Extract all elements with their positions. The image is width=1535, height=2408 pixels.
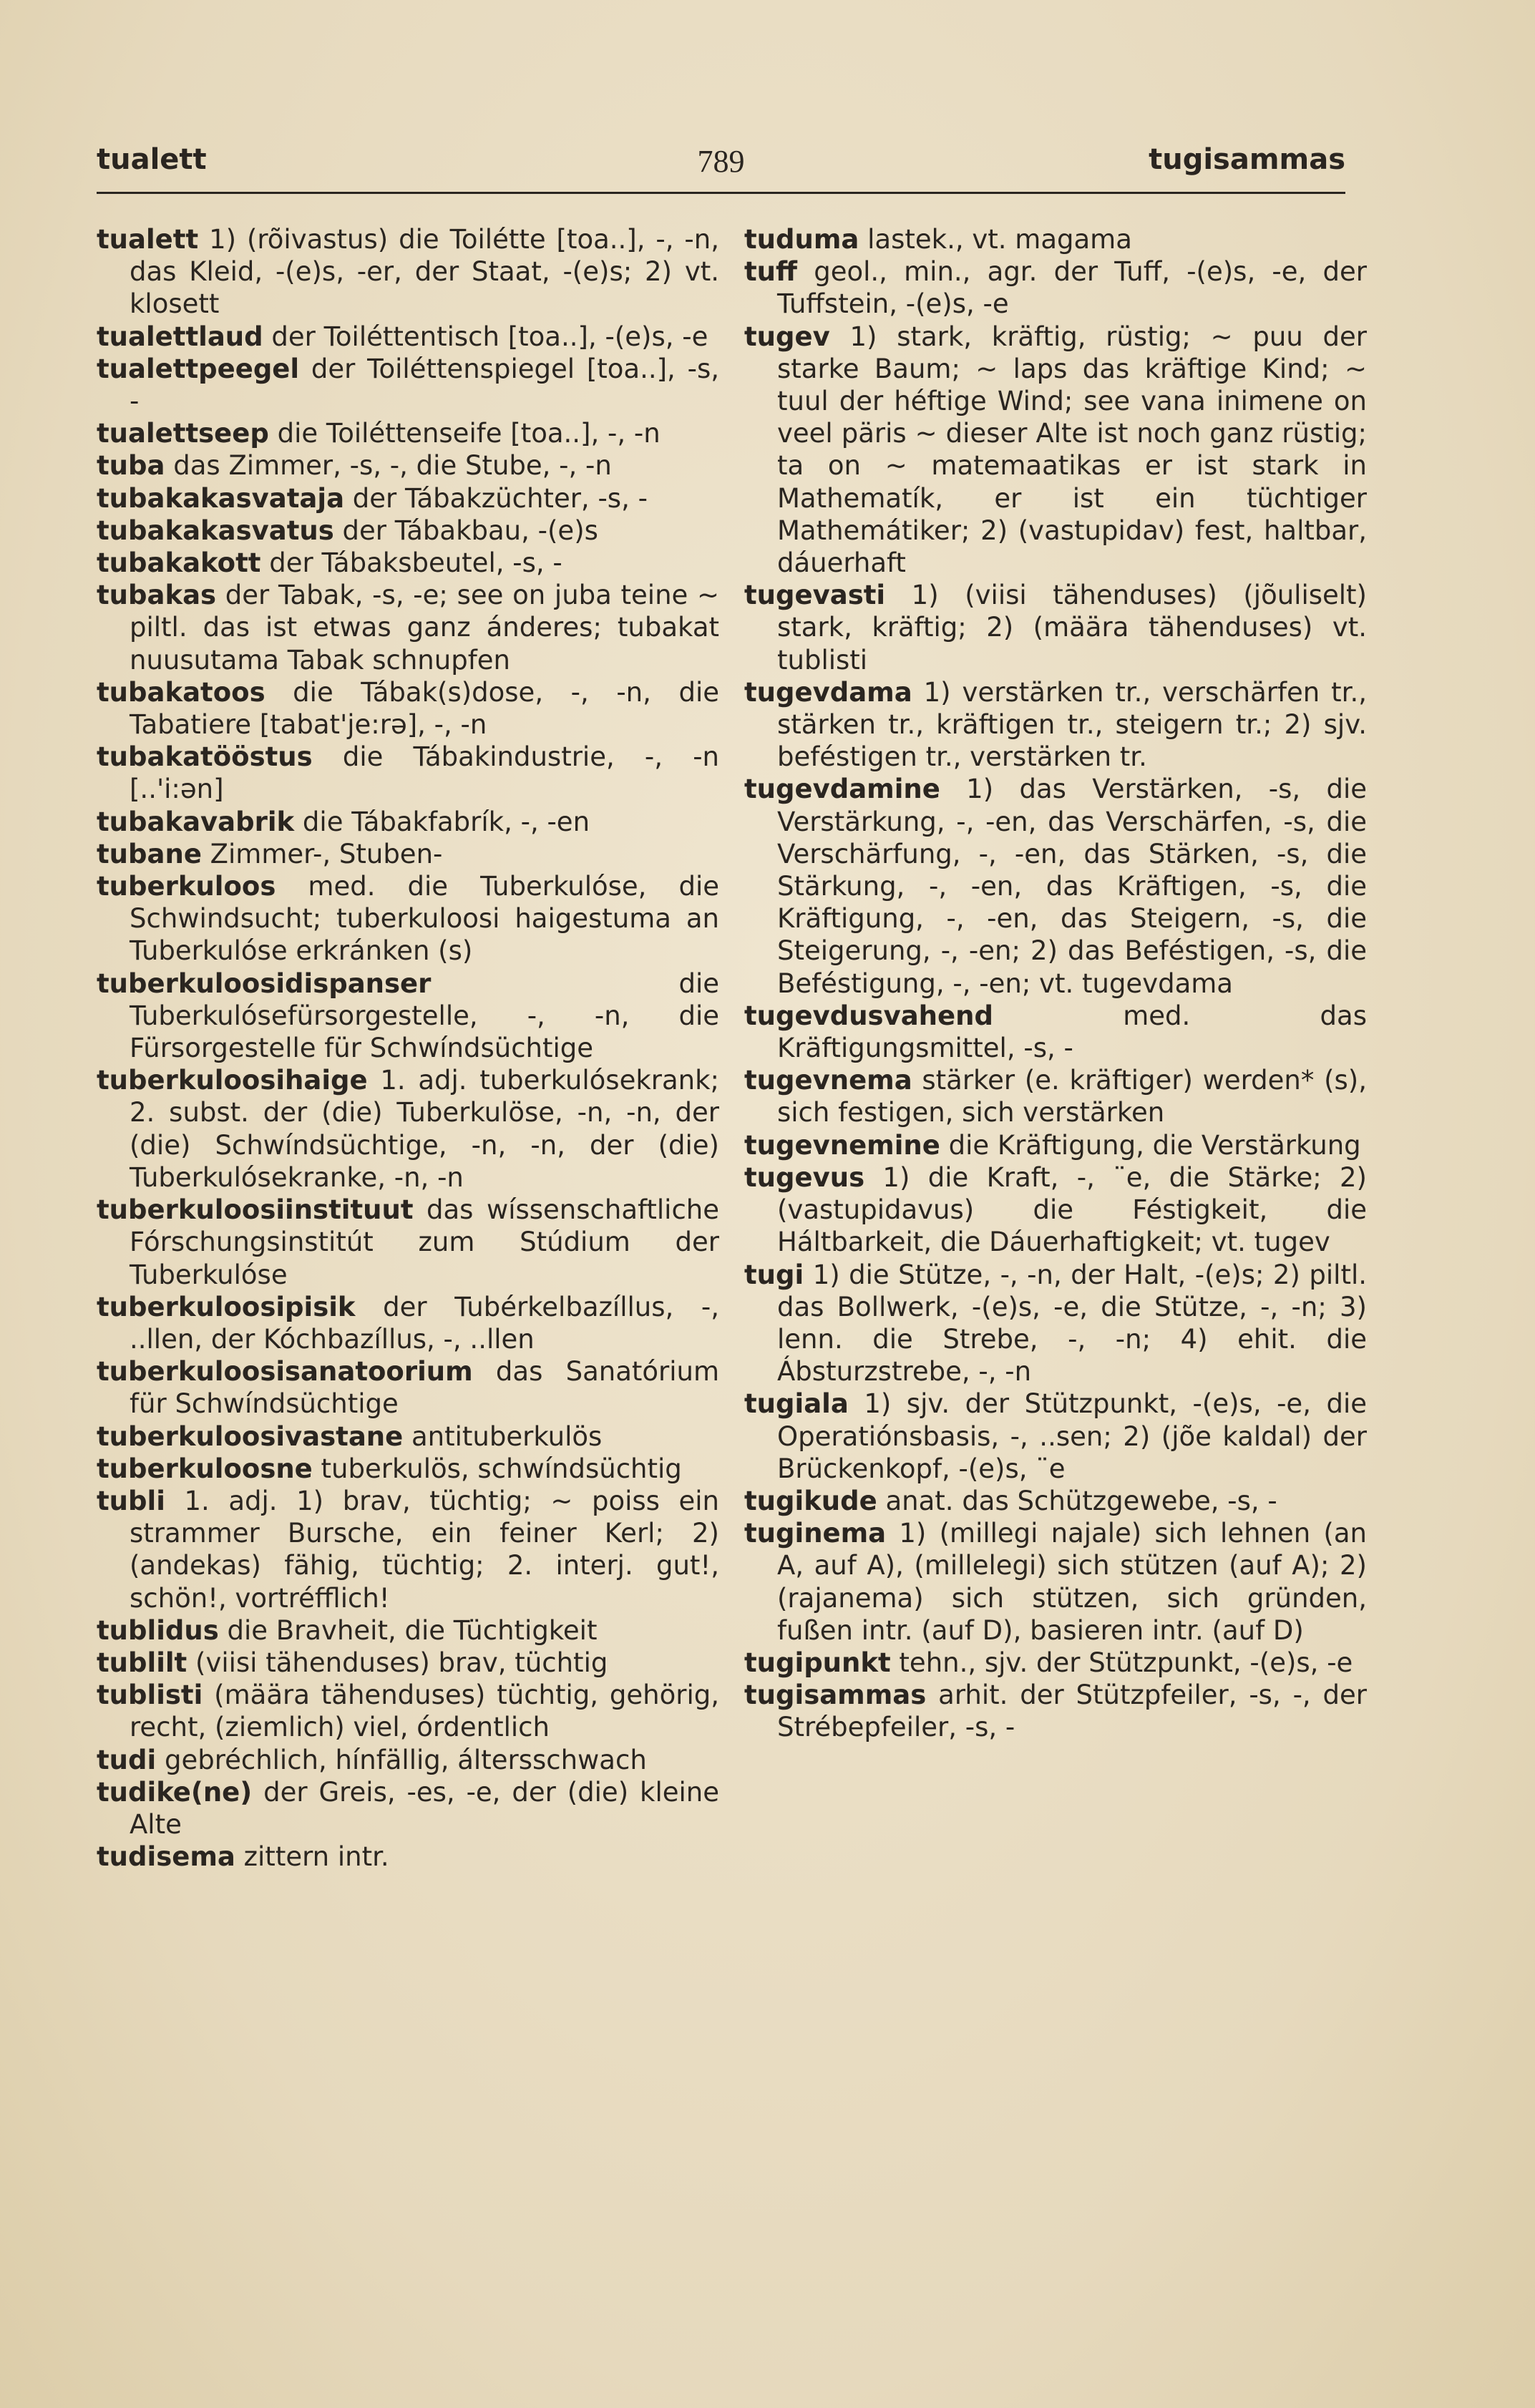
entry-headword: tubakatoos	[97, 676, 265, 708]
dictionary-entry	[744, 1064, 1367, 1129]
dictionary-entry	[97, 838, 719, 870]
entry-definition: der Toiléttenspiegel [toa..], -s, -	[130, 353, 719, 417]
entry-headword: tugikude	[744, 1485, 877, 1516]
dictionary-entry	[97, 1355, 719, 1420]
entry-definition: 1. adj. tuberkulósekrank; 2. subst. der (die) Tuberkulöse, -n, -n, der (die) Schwíndsüchtige, -n, -n, der (die) Tuberkulósekranke, -n, -n	[130, 1065, 719, 1193]
entry-headword: tuberkuloos	[97, 871, 276, 902]
dictionary-entry	[97, 1647, 719, 1679]
entry-definition: arhit. der Stützpfeiler, -s, -, der Strébepfeiler, -s, -	[777, 1680, 1367, 1743]
entry-definition: 1) (viisi tähenduses) (jõuliselt) stark, kräftig; 2) (määra tähenduses) vt. tublisti	[777, 580, 1367, 676]
entry-definition: anat. das Schützgewebe, -s, -	[877, 1485, 1277, 1516]
entry-definition: der Greis, -es, -e, der (die) kleine Alte	[130, 1776, 719, 1840]
entry-headword: tuberkuloosihaige	[97, 1065, 368, 1096]
entry-definition: das Zimmer, -s, -, die Stube, -, -n	[165, 450, 612, 482]
dictionary-entry	[97, 1453, 719, 1485]
dictionary-entry	[97, 579, 719, 676]
entry-headword: tudi	[97, 1744, 157, 1775]
header-last-headword: tugisammas	[1149, 143, 1345, 176]
dictionary-entry	[97, 676, 719, 741]
dictionary-entry	[97, 1614, 719, 1647]
dictionary-entry	[97, 1679, 719, 1743]
entry-definition: 1) die Stütze, -, -n, der Halt, -(e)s; 2) piltl. das Bollwerk, -(e)s, -e, die Stütze, -, -n; 3) lenn. die Strebe, -, -n; 4) ehit. die Ábsturzstrebe, -, -n	[777, 1259, 1367, 1388]
dictionary-entry	[97, 547, 719, 579]
entry-headword: tubakavabrik	[97, 806, 295, 837]
entry-headword: tuff	[744, 256, 797, 288]
entry-definition: 1) das Verstärken, -s, die Verstärkung, -, -en, das Verschärfen, -s, die Verschärfung, -, -en, das Stärken, -s, die Stärkung, -, -en, das Kräftigen, -s, die Kräftigung, -, -en, das Steigern, -s, die Steigerung, -, -en; 2) das Beféstigen, -s, die Beféstigung, -, -en; vt. tugevdama	[777, 774, 1367, 999]
entry-definition: 1) stark, kräftig, rüstig; ~ puu der starke Baum; ~ laps das kräftige Kind; ~ tuul der héftige Wind; see vana inimene on veel päris ~ dieser Alte ist noch ganz rüstig; ta on ~ matemaatikas er ist stark in Mathematík, er ist ein tüchtiger Mathemátiker; 2) (vastupidav) fest, haltbar, dáuerhaft	[777, 321, 1367, 579]
entry-definition: die Toiléttenseife [toa..], -, -n	[268, 418, 661, 449]
entry-definition: 1) die Kraft, -, ¨e, die Stärke; 2) (vastupidavus) die Féstigkeit, die Háltbarkeit, die Dáuerhaftigkeit; vt. tugev	[777, 1161, 1367, 1258]
entry-definition: das wíssenschaftliche Fórschungsinstitút zum Stúdium der Tuberkulóse	[130, 1194, 719, 1290]
entry-definition: Zimmer-, Stuben-	[201, 838, 443, 869]
header-rule	[97, 192, 1345, 194]
entry-headword: tubane	[97, 838, 202, 869]
dictionary-entry	[97, 1841, 719, 1873]
entry-headword: tugevdamine	[744, 774, 940, 805]
dictionary-entry	[97, 1776, 719, 1841]
entry-definition: 1) verstärken tr., verschärfen tr., stärken tr., kräftigen tr., steigern tr.; 2) sjv. beféstigen tr., verstärken tr.	[777, 676, 1367, 773]
right-column	[744, 223, 1367, 1744]
entry-headword: tuberkuloosidispanser	[97, 967, 432, 999]
dictionary-entry	[744, 1517, 1367, 1647]
page-header	[97, 143, 1345, 193]
entry-definition: die Tuberkulósefürsorgestelle, -, -n, die Fürsorgestelle für Schwíndsüchtige	[130, 967, 719, 1064]
entry-headword: tubakakasvataja	[97, 482, 345, 514]
dictionary-entry	[97, 1744, 719, 1776]
dictionary-entry	[744, 676, 1367, 774]
entry-headword: tublilt	[97, 1647, 187, 1678]
dictionary-entry	[744, 579, 1367, 676]
dictionary-entry	[744, 223, 1367, 255]
entry-definition: der Tábakbau, -(e)s	[333, 515, 598, 546]
entry-definition: zittern intr.	[235, 1841, 389, 1873]
entry-definition: die Tábakfabrík, -, -en	[294, 806, 590, 837]
dictionary-entry	[97, 806, 719, 838]
left-column	[97, 223, 719, 1873]
entry-headword: tugevnemine	[744, 1129, 940, 1161]
dictionary-entry	[97, 1420, 719, 1453]
entry-headword: tubakakasvatus	[97, 515, 334, 546]
entry-definition: die Tábak(s)dose, -, -n, die Tabatiere [tabat'je:rə], -, -n	[130, 676, 719, 741]
entry-headword: tugi	[744, 1259, 804, 1290]
dictionary-entry	[97, 741, 719, 805]
dictionary-entry	[97, 223, 719, 321]
dictionary-entry	[97, 1064, 719, 1194]
dictionary-entry	[97, 1291, 719, 1355]
dictionary-entry	[744, 1647, 1367, 1679]
entry-headword: tugiala	[744, 1388, 849, 1420]
entry-headword: tugev	[744, 321, 830, 352]
dictionary-entry	[97, 967, 719, 1065]
entry-headword: tuberkuloosivastane	[97, 1420, 404, 1452]
entry-definition: 1) (millegi najale) sich lehnen (an A, auf A), (millelegi) sich stützen (auf A); 2) (rajanema) sich stützen, sich gründen, fußen intr. (auf D), basieren intr. (auf D)	[777, 1518, 1367, 1646]
entry-definition: antituberkulös	[403, 1420, 603, 1452]
entry-definition: tuberkulös, schwíndsüchtig	[312, 1453, 682, 1484]
entry-headword: tuba	[97, 450, 165, 482]
entry-headword: tuberkuloosne	[97, 1453, 313, 1484]
dictionary-entry	[97, 1194, 719, 1291]
dictionary-entry	[744, 255, 1367, 320]
entry-definition: gebréchlich, hínfällig, áltersschwach	[156, 1744, 647, 1775]
dictionary-entry	[97, 1485, 719, 1614]
entry-definition: 1. adj. 1) brav, tüchtig; ~ poiss ein strammer Bursche, ein feiner Kerl; 2) (andekas) fähig, tüchtig; 2. interj. gut!, schön!, vortréfflich!	[130, 1485, 719, 1614]
dictionary-entry	[744, 1161, 1367, 1259]
entry-definition: geol., min., agr. der Tuff, -(e)s, -e, der Tuffstein, -(e)s, -e	[777, 256, 1367, 320]
dictionary-entry	[744, 1485, 1367, 1517]
entry-headword: tubakakott	[97, 547, 261, 579]
entry-definition: der Tabak, -s, -e; see on juba teine ~ piltl. das ist etwas ganz ánderes; tubakat nuusutama Tabak schnupfen	[130, 580, 719, 676]
entry-definition: der Toiléttentisch [toa..], -(e)s, -e	[263, 321, 708, 352]
entry-headword: tuberkuloosisanatoorium	[97, 1356, 473, 1388]
dictionary-entry	[97, 482, 719, 515]
entry-definition: der Tubérkelbazíllus, -, ..llen, der Kóchbazíllus, -, ..llen	[130, 1291, 719, 1355]
entry-definition: der Tábaksbeutel, -s, -	[260, 547, 562, 579]
dictionary-entry	[744, 1129, 1367, 1161]
entry-headword: tugevdama	[744, 676, 912, 708]
entry-definition: (määra tähenduses) tüchtig, gehörig, recht, (ziemlich) viel, órdentlich	[130, 1680, 719, 1743]
entry-definition: die Kräftigung, die Verstärkung	[940, 1129, 1361, 1161]
entry-headword: tubli	[97, 1485, 165, 1516]
entry-headword: tugevasti	[744, 580, 886, 611]
entry-headword: tugevdusvahend	[744, 1000, 993, 1031]
entry-headword: tuginema	[744, 1518, 887, 1549]
entry-headword: tudike(ne)	[97, 1776, 253, 1808]
entry-headword: tugipunkt	[744, 1647, 891, 1678]
entry-definition: das Sanatórium für Schwíndsüchtige	[130, 1356, 719, 1420]
dictionary-entry	[744, 321, 1367, 580]
dictionary-entry	[97, 321, 719, 353]
entry-headword: tugisammas	[744, 1680, 927, 1711]
entry-definition: med. die Tuberkulóse, die Schwindsucht; tuberkuloosi haigestuma an Tuberkulóse erkránken (s)	[130, 871, 719, 967]
entry-definition: 1) sjv. der Stützpunkt, -(e)s, -e, die Operatiónsbasis, -, ..sen; 2) (jõe kaldal) der Brückenkopf, -(e)s, ¨e	[777, 1388, 1367, 1484]
entry-definition: med. das Kräftigungsmittel, -s, -	[777, 1000, 1367, 1064]
dictionary-entry	[97, 515, 719, 547]
entry-headword: tuberkuloosipisik	[97, 1291, 356, 1322]
entry-definition: tehn., sjv. der Stützpunkt, -(e)s, -e	[890, 1647, 1353, 1678]
entry-definition: (viisi tähenduses) brav, tüchtig	[187, 1647, 608, 1678]
entry-headword: tualettseep	[97, 418, 269, 449]
dictionary-entry	[97, 870, 719, 967]
entry-headword: tualettpeegel	[97, 353, 300, 384]
dictionary-entry	[744, 1000, 1367, 1064]
entry-headword: tuberkuloosiinstituut	[97, 1194, 414, 1226]
dictionary-entry	[97, 449, 719, 482]
entry-headword: tualettlaud	[97, 321, 263, 352]
entry-headword: tublisti	[97, 1680, 203, 1711]
dictionary-entry	[744, 1388, 1367, 1485]
entry-headword: tuduma	[744, 224, 859, 255]
header-first-headword: tualett	[97, 143, 207, 176]
entry-definition: der Tábakzüchter, -s, -	[344, 482, 648, 514]
dictionary-entry	[744, 1259, 1367, 1388]
entry-definition: die Tábakindustrie, -, -n [..'i:ən]	[130, 741, 719, 805]
entry-definition: 1) (rõivastus) die Toilétte [toa..], -, -n, das Kleid, -(e)s, -er, der Staat, -(e)s; 2) vt. klosett	[130, 224, 719, 320]
entry-definition: stärker (e. kräftiger) werden* (s), sich festigen, sich verstärken	[777, 1065, 1367, 1129]
dictionary-entry	[97, 417, 719, 449]
dictionary-entry	[97, 353, 719, 417]
entry-headword: tubakas	[97, 580, 217, 611]
entry-headword: tualett	[97, 224, 199, 255]
page-number: 789	[697, 144, 745, 179]
entry-headword: tugevus	[744, 1161, 865, 1193]
entry-definition: lastek., vt. magama	[859, 224, 1132, 255]
entry-headword: tublidus	[97, 1614, 219, 1646]
dictionary-entry	[744, 1679, 1367, 1743]
dictionary-entry	[744, 773, 1367, 999]
entry-definition: die Bravheit, die Tüchtigkeit	[218, 1614, 598, 1646]
entry-headword: tubakatööstus	[97, 741, 313, 773]
entry-headword: tugevnema	[744, 1065, 912, 1096]
entry-headword: tudisema	[97, 1841, 235, 1873]
